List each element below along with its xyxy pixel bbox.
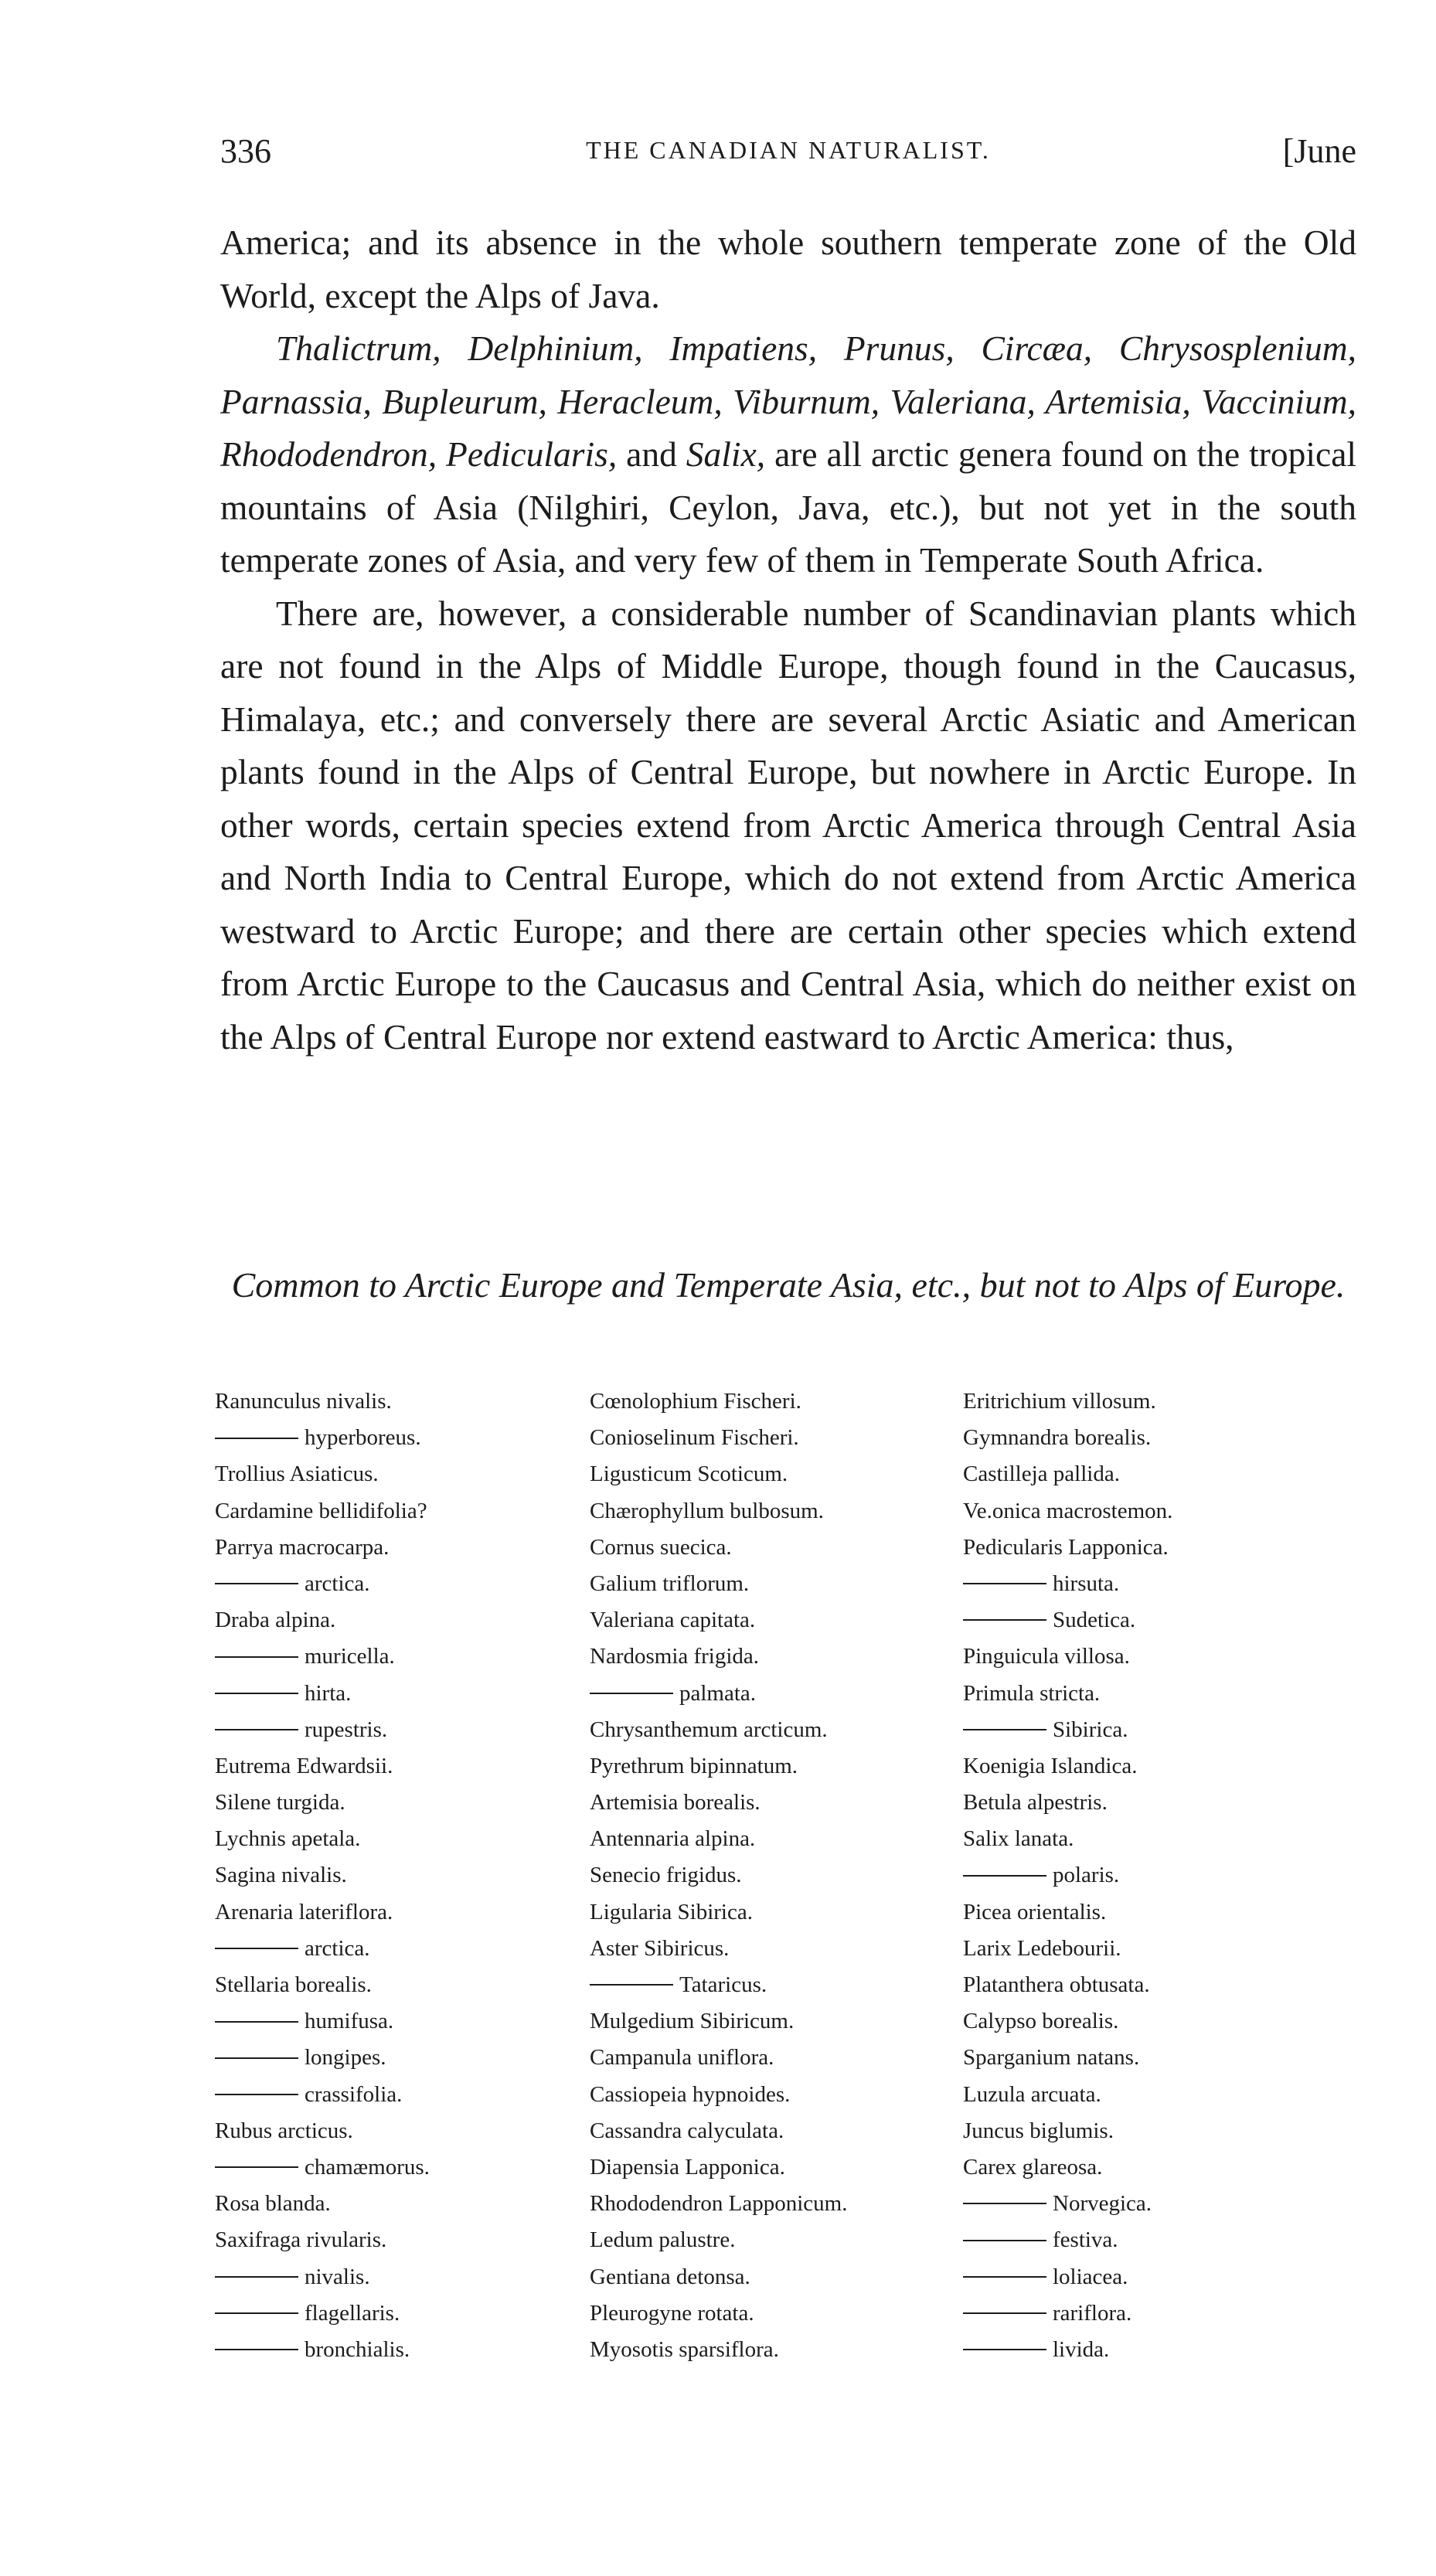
species-entry [215, 1894, 601, 1931]
species-entry [590, 1894, 976, 1931]
species-name: Pedicularis Lapponica. [963, 1534, 1169, 1560]
ditto-dash [963, 1619, 1046, 1621]
species-name: nivalis. [305, 2264, 370, 2289]
species-entry [590, 1456, 976, 1492]
species-name: Castilleja pallida. [963, 1462, 1120, 1487]
species-name: Trollius Asiaticus. [215, 1462, 379, 1487]
species-entry [590, 2222, 976, 2258]
species-name: Sparganium natans. [963, 2045, 1140, 2071]
species-name: polaris. [1053, 1863, 1120, 1888]
species-entry [590, 2003, 976, 2040]
paragraph-1: America; and its absence in the whole southern temperate zone of the Old World, except the Alps of Java. [220, 223, 1356, 315]
species-column-3 [963, 1383, 1349, 2368]
ditto-dash [590, 1693, 673, 1694]
species-entry [590, 1638, 976, 1675]
species-name: Stellaria borealis. [215, 1972, 372, 1997]
species-name: Cassandra calyculata. [590, 2118, 784, 2143]
species-name: Mulgedium Sibiricum. [590, 2009, 795, 2034]
species-entry [590, 1712, 976, 1748]
species-entry [590, 1602, 976, 1638]
species-entry [963, 1676, 1349, 1712]
species-entry [590, 1748, 976, 1785]
species-name: Picea orientalis. [963, 1899, 1107, 1924]
species-name: Parrya macrocarpa. [215, 1534, 390, 1560]
species-name: Campanula uniflora. [590, 2045, 774, 2071]
species-entry [590, 2077, 976, 2113]
species-name: Aster Sibiricus. [590, 1935, 730, 1961]
species-entry [963, 2222, 1349, 2258]
species-entry [963, 2149, 1349, 2186]
species-name: arctica. [305, 1935, 370, 1961]
species-entry [963, 1931, 1349, 1967]
species-entry [215, 1530, 601, 1566]
species-name: longipes. [305, 2045, 386, 2071]
species-entry [590, 2040, 976, 2076]
species-name: Juncus biglumis. [963, 2118, 1114, 2143]
species-name: Ligularia Sibirica. [590, 1899, 753, 1924]
paragraph-2-text: are all arctic genera found on the tropical mountains of Asia (Nilghiri, Ceylon, Java, etc.), but not yet in the south temperate zones of Asia, and very few of them in Temperate South Africa. [220, 434, 1357, 580]
ditto-dash [215, 2166, 298, 2168]
species-entry [963, 1383, 1349, 1420]
species-entry [590, 1821, 976, 1857]
genera-list: Thalictrum, Delphinium, Impatiens, Prunus, Circæa, Chrysosplenium, Parnassia, Bupleurum, Heracleum, Viburnum, Valeriana, Artemisia, Vaccinium, Rhododendron, Pedicularis, [220, 328, 1356, 474]
species-name: Koenigia Islandica. [963, 1753, 1138, 1778]
species-entry [215, 1857, 601, 1894]
species-entry [215, 1931, 601, 1967]
body-text [220, 216, 1356, 1063]
species-entry [963, 2077, 1349, 2113]
species-name: Nardosmia frigida. [590, 1644, 760, 1669]
species-name: Primula stricta. [963, 1680, 1101, 1706]
species-name: Carex glareosa. [963, 2154, 1103, 2180]
species-column-2 [590, 1383, 976, 2368]
species-entry [590, 2259, 976, 2295]
species-entry [963, 1857, 1349, 1894]
species-entry [590, 1383, 976, 1420]
species-name: Chærophyllum bulbosum. [590, 1498, 824, 1523]
species-name: Senecio frigidus. [590, 1863, 742, 1888]
species-name: festiva. [1053, 2227, 1118, 2253]
species-name: hirta. [305, 1680, 352, 1706]
species-entry [215, 2259, 601, 2295]
species-entry [963, 2113, 1349, 2149]
species-name: Arenaria lateriflora. [215, 1899, 393, 1924]
species-name: Rubus arcticus. [215, 2118, 353, 2143]
ditto-dash [215, 1583, 298, 1584]
species-list [215, 1383, 1374, 2388]
species-entry [963, 1821, 1349, 1857]
species-name: Luzula arcuata. [963, 2081, 1101, 2107]
ditto-dash [215, 1438, 298, 1439]
species-name: Ligusticum Scoticum. [590, 1462, 788, 1487]
ditto-dash [215, 2057, 298, 2059]
species-entry [215, 2186, 601, 2222]
species-entry [963, 2040, 1349, 2076]
species-entry [963, 1566, 1349, 1602]
ditto-dash [215, 1729, 298, 1730]
species-entry [590, 2113, 976, 2149]
species-name: Betula alpestris. [963, 1790, 1108, 1815]
running-title: THE CANADIAN NATURALIST. [586, 136, 991, 164]
species-entry [215, 1967, 601, 2003]
page-number: 336 [220, 132, 271, 170]
species-name: Saxifraga rivularis. [215, 2227, 387, 2253]
species-name: flagellaris. [305, 2300, 400, 2326]
species-entry [215, 2295, 601, 2332]
species-name: Ledum palustre. [590, 2227, 736, 2253]
species-entry [590, 1931, 976, 1967]
species-entry [963, 1712, 1349, 1748]
species-entry [590, 2332, 976, 2368]
species-entry [963, 1602, 1349, 1638]
species-name: bronchialis. [305, 2336, 410, 2362]
species-entry [590, 1857, 976, 1894]
species-entry [963, 2259, 1349, 2295]
species-name: livida. [1053, 2336, 1110, 2362]
ditto-dash [215, 2349, 298, 2350]
species-name: Cassiopeia hypnoides. [590, 2081, 791, 2107]
species-name: Eritrichium villosum. [963, 1389, 1156, 1414]
species-entry [215, 2003, 601, 2040]
species-entry [963, 1420, 1349, 1456]
header-date: [June [1282, 132, 1356, 170]
species-name: crassifolia. [305, 2081, 403, 2107]
ditto-dash [963, 2312, 1046, 2314]
species-entry [963, 1493, 1349, 1530]
species-name: rariflora. [1053, 2300, 1132, 2326]
species-name: Pleurogyne rotata. [590, 2300, 754, 2326]
species-entry [963, 1456, 1349, 1492]
species-entry [963, 2295, 1349, 2332]
species-entry [590, 1530, 976, 1566]
species-name: rupestris. [305, 1717, 388, 1742]
ditto-dash [215, 2276, 298, 2278]
species-list-caption: Common to Arctic Europe and Temperate Asia, etc., but not to Alps of Europe. [231, 1265, 1346, 1305]
species-entry [215, 2149, 601, 2186]
species-name: Cœnolophium Fischeri. [590, 1389, 801, 1414]
species-name: loliacea. [1053, 2264, 1128, 2289]
species-name: Rosa blanda. [215, 2191, 331, 2217]
paragraph-2 [220, 322, 1356, 587]
species-entry [215, 2332, 601, 2368]
species-entry [215, 1748, 601, 1785]
species-name: Platanthera obtusata. [963, 1972, 1150, 1997]
species-name: Ve.onica macrostemon. [963, 1498, 1173, 1523]
species-name: humifusa. [305, 2009, 394, 2034]
species-entry [590, 1676, 976, 1712]
species-name: hirsuta. [1053, 1570, 1120, 1596]
page-header [220, 131, 1356, 185]
species-entry [215, 1602, 601, 1638]
species-entry [590, 2149, 976, 2186]
species-name: Gymnandra borealis. [963, 1425, 1152, 1451]
ditto-dash [963, 2276, 1046, 2278]
paragraph-3: There are, however, a considerable number of Scandinavian plants which are not found in the Alps of Middle Europe, though found in the Caucasus, Himalaya, etc.; and conversely there are several Arctic Asiatic and American plants found in the Alps of Central Europe, but nowhere in Arctic Europe. In other words, certain species extend from Arctic America through Central Asia and North India to Central Europe, which do not extend from Arctic America westward to Arctic Europe; and there are certain other species which extend from Arctic Europe to the Caucasus and Central Asia, which do neither exist on the Alps of Central Europe nor extend eastward to Arctic America: thus, [220, 593, 1356, 1057]
species-column-1 [215, 1383, 601, 2368]
species-name: Salix lanata. [963, 1826, 1074, 1852]
species-entry [590, 1566, 976, 1602]
ditto-dash [963, 2203, 1046, 2204]
species-name: Sagina nivalis. [215, 1863, 347, 1888]
salix-genus: Salix, [686, 434, 766, 474]
ditto-dash [963, 1875, 1046, 1877]
species-name: Lychnis apetala. [215, 1826, 361, 1852]
species-entry [215, 1493, 601, 1530]
species-name: hyperboreus. [305, 1425, 421, 1451]
species-entry [215, 2113, 601, 2149]
species-entry [963, 1748, 1349, 1785]
species-entry [215, 1638, 601, 1675]
species-name: Artemisia borealis. [590, 1790, 761, 1815]
ditto-dash [215, 2021, 298, 2023]
species-entry [590, 2186, 976, 2222]
species-name: Cardamine bellidifolia? [215, 1498, 427, 1523]
ditto-dash [215, 1948, 298, 1949]
species-name: Cornus suecica. [590, 1534, 732, 1560]
species-entry [215, 1785, 601, 1821]
species-name: Diapensia Lapponica. [590, 2154, 785, 2180]
species-name: Sibirica. [1053, 1717, 1128, 1742]
species-entry [215, 1566, 601, 1602]
species-name: Galium triflorum. [590, 1570, 750, 1596]
species-entry [963, 2003, 1349, 2040]
species-entry [963, 2332, 1349, 2368]
species-entry [215, 2077, 601, 2113]
species-name: Norvegica. [1053, 2191, 1152, 2217]
species-entry [215, 1821, 601, 1857]
species-entry [215, 1676, 601, 1712]
ditto-dash [963, 1729, 1046, 1730]
ditto-dash [215, 2312, 298, 2314]
species-name: Antennaria alpina. [590, 1826, 756, 1852]
ditto-dash [590, 1984, 673, 1986]
species-entry [590, 1420, 976, 1456]
species-name: Draba alpina. [215, 1608, 336, 1633]
species-entry [590, 2295, 976, 2332]
ditto-dash [963, 1583, 1046, 1584]
species-entry [215, 2222, 601, 2258]
species-entry [215, 1420, 601, 1456]
species-entry [590, 1493, 976, 1530]
species-entry [963, 1894, 1349, 1931]
species-name: Gentiana detonsa. [590, 2264, 750, 2289]
species-entry [590, 1967, 976, 2003]
species-name: Sudetica. [1053, 1608, 1136, 1633]
species-name: Valeriana capitata. [590, 1608, 756, 1633]
ditto-dash [963, 2349, 1046, 2350]
species-name: Conioselinum Fischeri. [590, 1425, 799, 1451]
species-entry [963, 1638, 1349, 1675]
species-name: Myosotis sparsiflora. [590, 2336, 779, 2362]
species-name: Rhododendron Lapponicum. [590, 2191, 848, 2217]
species-name: Pinguicula villosa. [963, 1644, 1130, 1669]
species-name: arctica. [305, 1570, 370, 1596]
species-name: Silene turgida. [215, 1790, 345, 1815]
species-name: Chrysanthemum arcticum. [590, 1717, 828, 1742]
species-entry [963, 1967, 1349, 2003]
species-name: Ranunculus nivalis. [215, 1389, 392, 1414]
species-entry [215, 1383, 601, 1420]
species-entry [963, 1785, 1349, 1821]
ditto-dash [963, 2240, 1046, 2241]
species-entry [215, 1456, 601, 1492]
species-name: palmata. [679, 1680, 757, 1706]
species-entry [963, 1530, 1349, 1566]
ditto-dash [215, 2094, 298, 2095]
species-entry [215, 1712, 601, 1748]
and-word: and [626, 434, 677, 474]
ditto-dash [215, 1656, 298, 1658]
species-name: chamæmorus. [305, 2154, 430, 2180]
species-name: Larix Ledebourii. [963, 1935, 1121, 1961]
species-entry [590, 1785, 976, 1821]
species-name: Pyrethrum bipinnatum. [590, 1753, 798, 1778]
species-entry [963, 2186, 1349, 2222]
species-name: Tataricus. [679, 1972, 767, 1997]
species-name: Eutrema Edwardsii. [215, 1753, 393, 1778]
ditto-dash [215, 1693, 298, 1694]
species-entry [215, 2040, 601, 2076]
species-name: muricella. [305, 1644, 395, 1669]
species-name: Calypso borealis. [963, 2009, 1119, 2034]
